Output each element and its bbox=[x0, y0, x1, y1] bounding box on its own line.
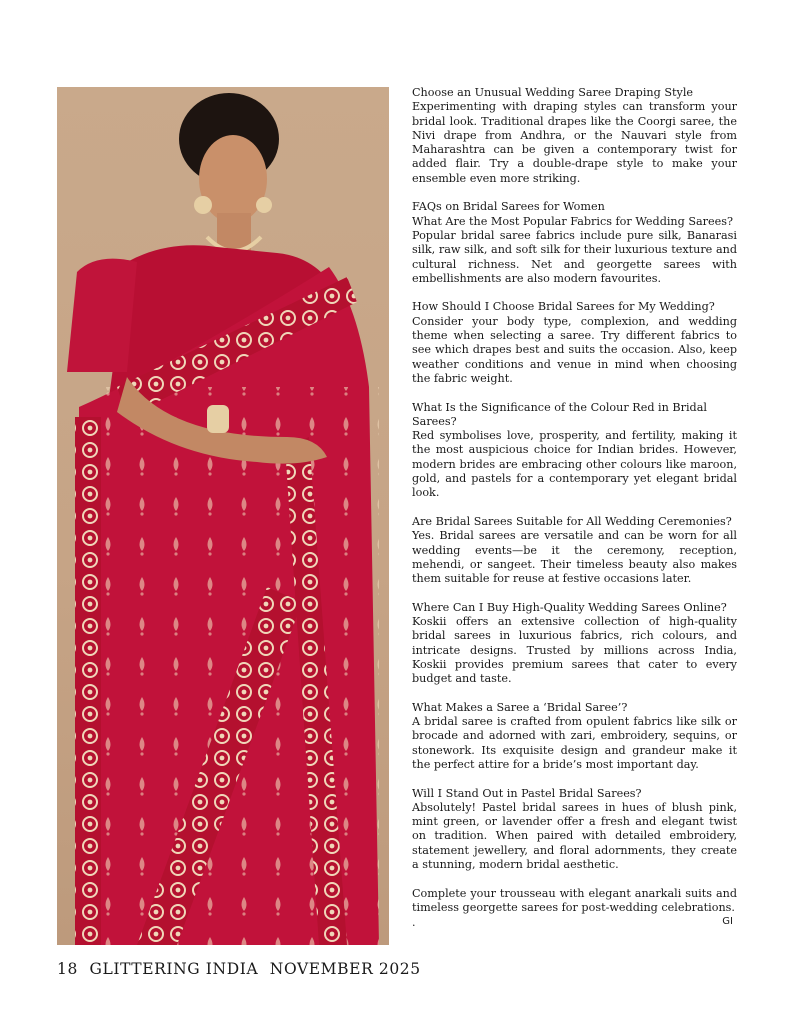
section-body: Popular bridal saree fabrics include pure silk, Banarasi silk, raw silk, and soft silk for their luxurious texture and cultural richness. Net and georgette sarees with embellishments are also modern favourites. bbox=[412, 228, 737, 285]
section-ceremonies bbox=[412, 515, 737, 586]
section-buy-online bbox=[412, 601, 737, 687]
section-heading: What Is the Significance of the Colour Red in Bridal Sarees? bbox=[412, 400, 707, 428]
section-body: A bridal saree is crafted from opulent fabrics like silk or brocade and adorned with zari, embroidery, sequins, or stonework. Its exquisite design and grandeur make it the perfect attire for a bride’s most important day. bbox=[412, 715, 737, 771]
saree-illustration bbox=[57, 87, 389, 945]
issue-date: NOVEMBER 2025 bbox=[269, 960, 421, 978]
section-heading: How Should I Choose Bridal Sarees for My Wedding? bbox=[412, 300, 715, 314]
section-heading: Choose an Unusual Wedding Saree Draping Style bbox=[412, 86, 694, 99]
section-heading: Will I Stand Out in Pastel Bridal Sarees? bbox=[412, 786, 642, 800]
section-body: Red symbolises love, prosperity, and fertility, making it the most auspicious choice for Indian brides. However, modern brides are embracing other colours like maroon, gold, and pastels for a contemporary yet elegant bridal look. bbox=[412, 429, 737, 500]
closing-paragraph: Complete your trousseau with elegant anarkali suits and timeless georgette sarees for post-wedding celebrations. bbox=[412, 886, 737, 914]
section-bridal-saree bbox=[412, 701, 737, 772]
signature-dot: . bbox=[412, 916, 416, 929]
section-pastel bbox=[412, 787, 737, 873]
section-body: Experimenting with draping styles can transform your bridal look. Traditional drapes like the Coorgi saree, the Nivi drape from Andhra, or the Nauvari style from Maharashtra can be given a contemporary twist for added flair. Try a double-drape style to make your ensemble even more striking. bbox=[412, 100, 737, 185]
section-fabrics bbox=[412, 200, 737, 286]
section-body: Koskii offers an extensive collection of high-quality bridal sarees in luxurious fabrics, rich colours, and intricate designs. Trusted by millions across India, Koskii provides premium sarees that cater to every budget and taste. bbox=[412, 614, 737, 686]
section-heading: What Are the Most Popular Fabrics for Wedding Sarees? bbox=[412, 214, 734, 228]
article-body bbox=[412, 86, 737, 930]
section-heading: Where Can I Buy High-Quality Wedding Sarees Online? bbox=[412, 600, 727, 614]
section-red bbox=[412, 401, 737, 501]
section-heading: Are Bridal Sarees Suitable for All Wedding Ceremonies? bbox=[412, 514, 732, 528]
section-choose bbox=[412, 300, 737, 386]
bridal-saree-photo bbox=[57, 87, 389, 945]
page-number: 18 bbox=[57, 960, 78, 978]
page-footer bbox=[57, 960, 427, 978]
section-heading: What Makes a Saree a ‘Bridal Saree’? bbox=[412, 700, 628, 714]
author-initials: GI bbox=[722, 916, 733, 927]
magazine-name: GLITTERING INDIA bbox=[89, 960, 259, 978]
section-body: Consider your body type, complexion, and wedding theme when selecting a saree. Try different fabrics to see which drapes best and suits the occasion. Also, keep weather conditions and venue in mind when choosing the fabric weight. bbox=[412, 314, 737, 385]
section-draping bbox=[412, 86, 737, 186]
section-body: Absolutely! Pastel bridal sarees in hues of blush pink, mint green, or lavender offer a fresh and elegant twist on tradition. When paired with detailed embroidery, statement jewellery, and floral adornments, they create a stunning, modern bridal aesthetic. bbox=[412, 800, 737, 872]
faq-title: FAQs on Bridal Sarees for Women bbox=[412, 200, 605, 214]
section-body: Yes. Bridal sarees are versatile and can be worn for all wedding events—be it the ceremony, reception, mehendi, or sangeet. Their timeless beauty also makes them suitable for reuse at festive occasions later. bbox=[412, 529, 737, 586]
